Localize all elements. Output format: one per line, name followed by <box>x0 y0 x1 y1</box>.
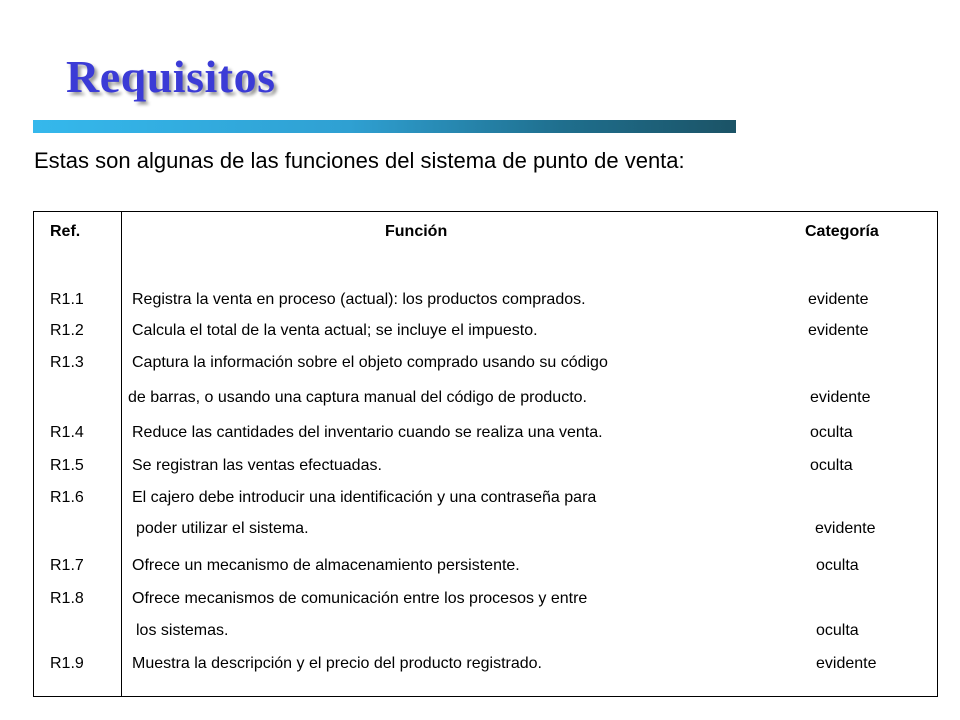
row-ref: R1.1 <box>50 291 84 308</box>
row-function-line: Ofrece un mecanismo de almacenamiento persistente. <box>132 557 520 574</box>
row-category: evidente <box>810 389 871 406</box>
row-function-line: Reduce las cantidades del inventario cuando se realiza una venta. <box>132 424 603 441</box>
row-function-line: Muestra la descripción y el precio del producto registrado. <box>132 655 542 672</box>
row-ref: R1.3 <box>50 354 84 371</box>
row-ref: R1.8 <box>50 590 84 607</box>
row-category: evidente <box>808 322 869 339</box>
row-category: evidente <box>816 655 877 672</box>
row-category: evidente <box>815 520 876 537</box>
row-ref: R1.7 <box>50 557 84 574</box>
requirements-table <box>33 211 938 697</box>
row-category: oculta <box>810 457 853 474</box>
row-ref: R1.4 <box>50 424 84 441</box>
column-divider <box>121 212 122 696</box>
header-category: Categoría <box>805 223 879 240</box>
title-underline-bar <box>33 120 736 133</box>
row-function-line: de barras, o usando una captura manual del código de producto. <box>128 389 587 406</box>
row-function-line: El cajero debe introducir una identificación y una contraseña para <box>132 489 597 506</box>
row-ref: R1.9 <box>50 655 84 672</box>
header-function: Función <box>385 223 448 240</box>
intro-text: Estas son algunas de las funciones del sistema de punto de venta: <box>34 148 685 173</box>
row-function-line: Se registran las ventas efectuadas. <box>132 457 382 474</box>
row-category: evidente <box>808 291 869 308</box>
row-function-line: Captura la información sobre el objeto comprado usando su código <box>132 354 608 371</box>
row-category: oculta <box>810 424 853 441</box>
row-ref: R1.6 <box>50 489 84 506</box>
row-function-line: Calcula el total de la venta actual; se incluye el impuesto. <box>132 322 538 339</box>
row-category: oculta <box>816 557 859 574</box>
row-function-line: Registra la venta en proceso (actual): los productos comprados. <box>132 291 586 308</box>
header-ref: Ref. <box>50 223 81 240</box>
slide-title: Requisitos <box>66 51 276 102</box>
row-function-line: los sistemas. <box>136 622 229 639</box>
row-category: oculta <box>816 622 859 639</box>
row-ref: R1.2 <box>50 322 84 339</box>
row-function-line: poder utilizar el sistema. <box>136 520 309 537</box>
row-ref: R1.5 <box>50 457 84 474</box>
row-function-line: Ofrece mecanismos de comunicación entre los procesos y entre <box>132 590 588 607</box>
